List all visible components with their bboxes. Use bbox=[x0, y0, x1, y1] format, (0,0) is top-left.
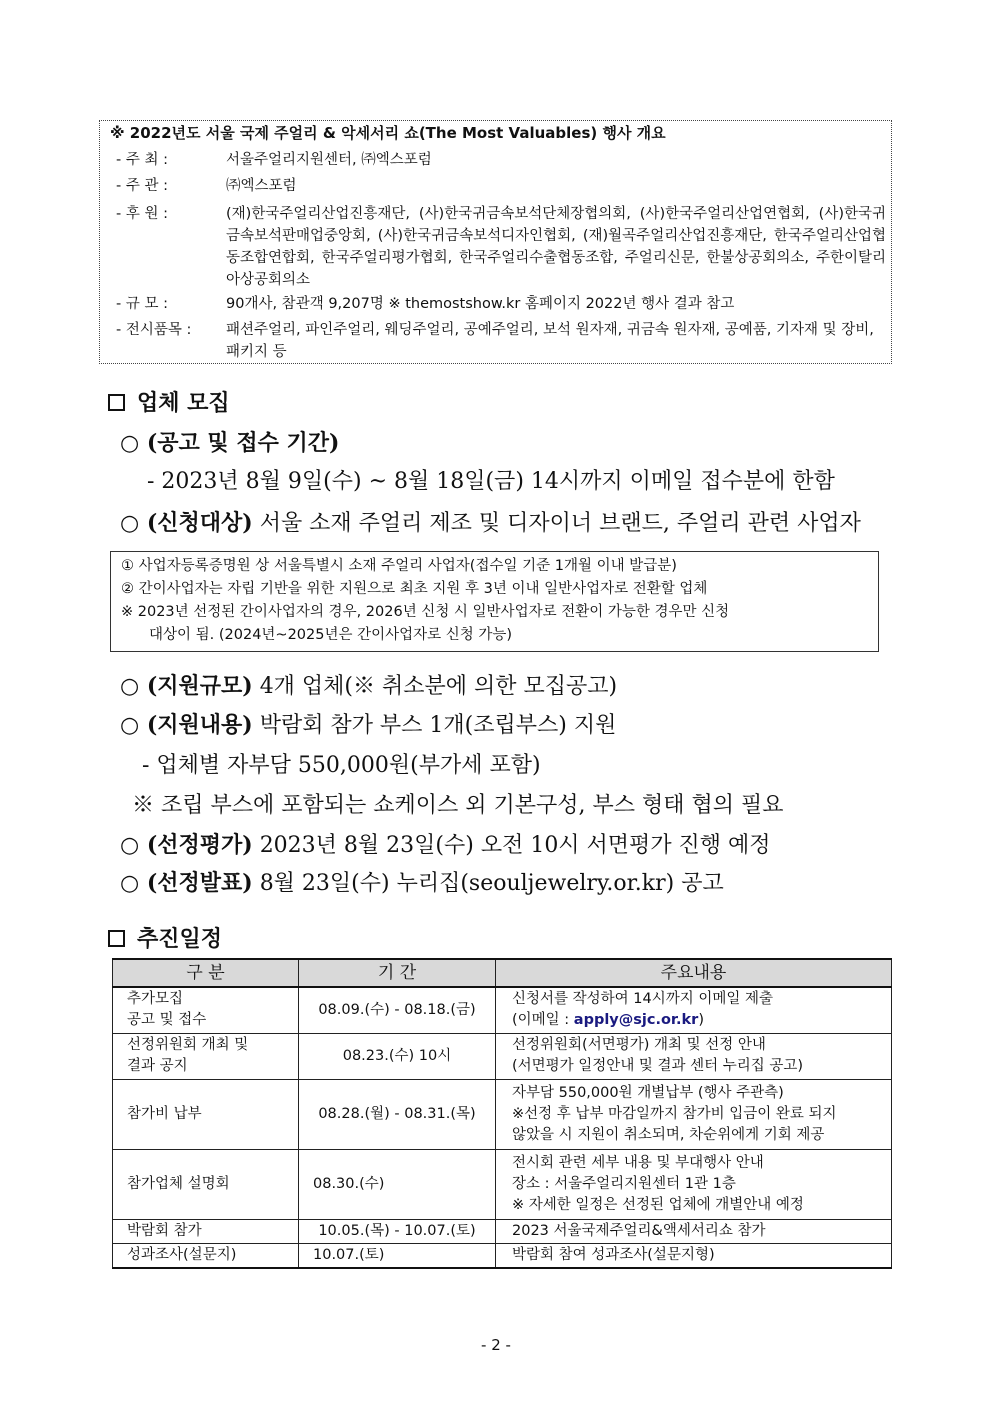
row-content bbox=[496, 1079, 892, 1149]
table-row bbox=[113, 1149, 892, 1219]
row-category bbox=[113, 1243, 299, 1268]
row-content bbox=[496, 1149, 892, 1219]
eval-line bbox=[120, 828, 771, 859]
email-prefix: (이메일 : bbox=[512, 1012, 574, 1029]
row-content bbox=[496, 1033, 892, 1079]
content-line bbox=[120, 708, 616, 739]
scale-value: 4개 업체(※ 취소분에 의한 모집공고) bbox=[259, 674, 618, 699]
table-row bbox=[113, 1079, 892, 1149]
recruit-heading bbox=[108, 386, 230, 417]
scale-label: ○ (지원규모) bbox=[120, 673, 253, 699]
content-line: 박람회 참여 성과조사(설문지형) bbox=[512, 1246, 715, 1263]
header-category: 구 분 bbox=[113, 959, 299, 987]
row-period: 08.23.(수) 10시 bbox=[299, 1033, 496, 1079]
category-line: 공고 및 접수 bbox=[127, 1012, 207, 1029]
overview-label: - 후 원 : bbox=[116, 206, 168, 222]
schedule-heading-text: 추진일정 bbox=[137, 926, 223, 952]
table-row bbox=[113, 1219, 892, 1243]
row-content bbox=[496, 1219, 892, 1243]
content-line bbox=[512, 1010, 885, 1031]
header-period: 기 간 bbox=[299, 959, 496, 987]
content-line: (서면평가 일정안내 및 결과 센터 누리집 공고) bbox=[512, 1058, 804, 1074]
overview-value: 90개사, 참관객 9,207명 ※ themostshow.kr 홈페이지 2022년 행사 결과 참고 bbox=[226, 296, 735, 312]
content-line: 2023 서울국제주얼리&액세서리쇼 참가 bbox=[512, 1222, 766, 1239]
table-row bbox=[113, 1243, 892, 1268]
row-content bbox=[496, 1243, 892, 1268]
table-row bbox=[113, 1033, 892, 1079]
target-label: ○ (신청대상) bbox=[120, 510, 253, 536]
overview-label: - 전시품목 : bbox=[116, 322, 192, 338]
overview-value: 서울주얼리지원센터, ㈜엑스포럼 bbox=[226, 152, 432, 168]
recruit-heading-text: 업체 모집 bbox=[137, 390, 230, 416]
category-line: 박람회 참가 bbox=[127, 1222, 202, 1239]
schedule-table bbox=[112, 958, 892, 1269]
email-link[interactable]: apply@sjc.or.kr bbox=[573, 1012, 699, 1029]
event-overview-box bbox=[99, 120, 892, 364]
content-line: 선정위원회(서면평가) 개최 및 선정 안내 bbox=[512, 1037, 766, 1053]
row-content bbox=[496, 987, 892, 1033]
target-line bbox=[120, 506, 861, 537]
square-bullet-icon bbox=[108, 930, 125, 947]
overview-title: ※ 2022년도 서울 국제 주얼리 & 악세서리 쇼(The Most Valuables) 행사 개요 bbox=[110, 124, 666, 142]
table-header-row bbox=[113, 959, 892, 987]
eval-value: 2023년 8월 23일(수) 오전 10시 서면평가 진행 예정 bbox=[259, 833, 771, 858]
overview-label: - 규 모 : bbox=[116, 296, 168, 312]
row-category bbox=[113, 1033, 299, 1079]
category-line: 참가업체 설명회 bbox=[127, 1175, 230, 1192]
content-line: 장소 : 서울주얼리지원센터 1관 1층 bbox=[512, 1175, 736, 1192]
table-row bbox=[113, 987, 892, 1033]
schedule-heading bbox=[108, 922, 222, 953]
category-line: 참가비 납부 bbox=[127, 1105, 202, 1122]
row-period: 08.09.(수) - 08.18.(금) bbox=[299, 987, 496, 1033]
category-line: 추가모집 bbox=[127, 991, 184, 1008]
content-sub: - 업체별 자부담 550,000원(부가세 포함) bbox=[142, 753, 541, 778]
overview-label: - 주 최 : bbox=[116, 152, 168, 168]
period-value: - 2023년 8월 9일(수) ~ 8월 18일(금) 14시까지 이메일 접수분에 한함 bbox=[147, 469, 835, 494]
email-suffix: ) bbox=[698, 1012, 704, 1029]
row-period: 10.05.(목) - 10.07.(토) bbox=[299, 1219, 496, 1243]
category-line: 결과 공지 bbox=[127, 1058, 188, 1074]
content-line: 자부담 550,000원 개별납부 (행사 주관측) bbox=[512, 1084, 784, 1101]
period-label: ○ (공고 및 접수 기간) bbox=[120, 430, 340, 456]
eligibility-note-cont: 대상이 됨. (2024년~2025년은 간이사업자로 신청 가능) bbox=[149, 627, 513, 643]
category-line: 성과조사(설문지) bbox=[127, 1246, 237, 1263]
eval-label: ○ (선정평가) bbox=[120, 832, 253, 858]
header-content: 주요내용 bbox=[496, 959, 892, 987]
overview-label: - 주 관 : bbox=[116, 178, 168, 194]
content-line: 않았을 시 지원이 취소되며, 차순위에게 기회 제공 bbox=[512, 1126, 825, 1143]
scale-line bbox=[120, 669, 617, 700]
page-number: - 2 - bbox=[481, 1336, 511, 1354]
square-bullet-icon bbox=[108, 394, 125, 411]
announce-value: 8월 23일(수) 누리집(seouljewelry.or.kr) 공고 bbox=[259, 871, 724, 896]
overview-value: ㈜엑스포럼 bbox=[226, 178, 297, 194]
eligibility-item: ① 사업자등록증명원 상 서울특별시 소재 주얼리 사업자(접수일 기준 1개월 이내 발급분) bbox=[121, 558, 677, 574]
eligibility-box bbox=[110, 551, 879, 652]
content-line: ※선정 후 납부 마감일까지 참가비 입금이 완료 되지 bbox=[512, 1105, 837, 1122]
row-category bbox=[113, 1149, 299, 1219]
category-line: 선정위원회 개최 및 bbox=[127, 1037, 249, 1053]
row-period: 08.28.(월) - 08.31.(목) bbox=[299, 1079, 496, 1149]
period-line bbox=[120, 426, 339, 457]
row-category bbox=[113, 987, 299, 1033]
row-category bbox=[113, 1219, 299, 1243]
announce-line bbox=[120, 866, 724, 897]
announce-label: ○ (선정발표) bbox=[120, 870, 253, 896]
content-line: ※ 자세한 일정은 선정된 업체에 개별안내 예정 bbox=[512, 1196, 804, 1213]
row-category bbox=[113, 1079, 299, 1149]
overview-value: 패션주얼리, 파인주얼리, 웨딩주얼리, 공예주얼리, 보석 원자재, 귀금속 원자재, 공예품, 기자재 및 장비, 패키지 등 bbox=[226, 322, 874, 360]
content-note: ※ 조립 부스에 포함되는 쇼케이스 외 기본구성, 부스 형태 협의 필요 bbox=[132, 793, 784, 818]
content-line: 신청서를 작성하여 14시까지 이메일 제출 bbox=[512, 991, 773, 1008]
row-period: 08.30.(수) bbox=[299, 1149, 496, 1219]
content-value: 박람회 참가 부스 1개(조립부스) 지원 bbox=[259, 713, 617, 738]
eligibility-note: ※ 2023년 선정된 간이사업자의 경우, 2026년 신청 시 일반사업자로 전환이 가능한 경우만 신청 bbox=[121, 604, 730, 620]
eligibility-item: ② 간이사업자는 자립 기반을 위한 지원으로 최초 지원 후 3년 이내 일반사업자로 전환할 업체 bbox=[121, 581, 708, 597]
content-label: ○ (지원내용) bbox=[120, 712, 253, 738]
row-period: 10.07.(토) bbox=[299, 1243, 496, 1268]
overview-value: (재)한국주얼리산업진흥재단, (사)한국귀금속보석단체장협의회, (사)한국주얼리산업연협회, (사)한국귀금속보석판매업중앙회, (사)한국귀금속보석디자인협회, (재)월곡주얼리산업진흥재단, 한국주얼리산업협동조합연합회, 한국주얼리평가협회, 한국주얼리수출협동조합, 주얼리신문, 한불상공회의소, 주한이탈리아상공회의소 bbox=[226, 206, 886, 288]
content-line: 전시회 관련 세부 내용 및 부대행사 안내 bbox=[512, 1154, 764, 1171]
target-value: 서울 소재 주얼리 제조 및 디자이너 브랜드, 주얼리 관련 사업자 bbox=[259, 511, 861, 536]
